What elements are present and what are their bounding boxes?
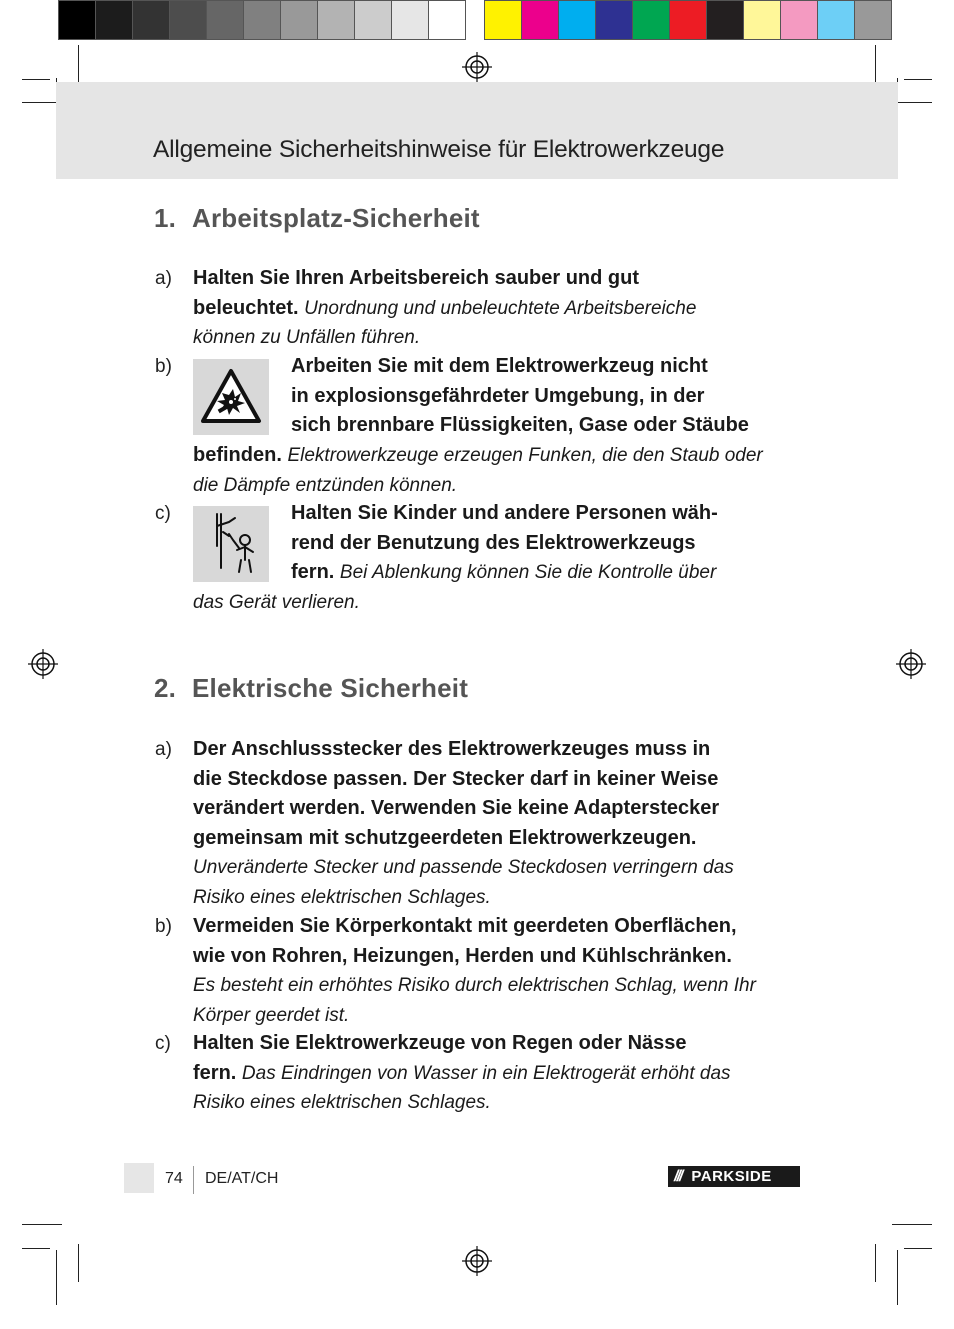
item-letter: a) [155, 739, 172, 760]
header-band [56, 82, 898, 179]
color-swatch [206, 0, 244, 40]
color-swatch [391, 0, 429, 40]
list-item [193, 912, 813, 1030]
color-swatch [58, 0, 96, 40]
section-heading [154, 203, 480, 234]
color-swatch [354, 0, 392, 40]
logo-text: PARKSIDE [691, 1168, 772, 1185]
color-swatch [669, 0, 707, 40]
explosion-warning-icon [193, 359, 269, 435]
region-label: DE/AT/CH [205, 1170, 279, 1187]
registration-mark-icon [462, 52, 492, 82]
section-title: Arbeitsplatz-Sicherheit [192, 203, 480, 233]
crop-mark [897, 1250, 898, 1305]
color-swatch [595, 0, 633, 40]
color-swatch [743, 0, 781, 40]
crop-mark [904, 1248, 932, 1249]
registration-mark-icon [28, 649, 58, 679]
color-swatch [780, 0, 818, 40]
grayscale-calibration-bar [58, 0, 465, 40]
item-letter: b) [155, 356, 172, 377]
crop-mark [22, 1224, 62, 1225]
color-swatch [317, 0, 355, 40]
item-letter: a) [155, 268, 172, 289]
item-bold-text: Halten Sie Kinder und andere Personen wäh- [291, 502, 718, 524]
item-bold-text: gemeinsam mit schutzgeerdeten Elektrowerkzeugen. [193, 826, 697, 849]
list-item [193, 264, 803, 353]
item-italic-text: Körper geerdet ist. [193, 1004, 350, 1026]
list-item-continuation [193, 588, 803, 618]
crop-mark [892, 1224, 932, 1225]
brand-logo [668, 1166, 800, 1187]
item-bold-text: Der Anschlussstecker des Elektrowerkzeuges muss in [193, 738, 711, 760]
section-title: Elektrische Sicherheit [192, 673, 469, 703]
list-item [193, 735, 813, 912]
item-bold-text: befinden. [193, 444, 282, 466]
item-bold-text: die Steckdose passen. Der Stecker darf in keiner Weise [193, 767, 719, 790]
crop-mark [22, 79, 50, 80]
color-swatch [95, 0, 133, 40]
item-bold-text: Halten Sie Ihren Arbeitsbereich sauber und gut [193, 267, 640, 289]
color-swatch [428, 0, 466, 40]
page-title: Allgemeine Sicherheitshinweise für Elektrowerkzeuge [153, 136, 725, 163]
item-italic-text: das Gerät verlieren. [193, 592, 360, 613]
list-item-continuation [193, 441, 803, 500]
item-italic-text: Elektrowerkzeuge erzeugen Funken, die den Staub oder [287, 445, 763, 466]
item-bold-text: Arbeiten Sie mit dem Elektrowerkzeug nicht [291, 355, 708, 377]
item-italic-text: die Dämpfe entzünden können. [193, 474, 458, 496]
crop-mark [875, 45, 876, 83]
item-italic-text: Das Eindringen von Wasser in ein Elektrogerät erhöht das [241, 1062, 731, 1084]
item-bold-text: verändert werden. Verwenden Sie keine Adapterstecker [193, 797, 720, 819]
footer-page-tab [124, 1163, 154, 1193]
color-swatch [706, 0, 744, 40]
color-swatch [854, 0, 892, 40]
list-item [193, 1029, 813, 1118]
list-item [291, 352, 811, 441]
color-swatch [132, 0, 170, 40]
item-bold-text: fern. [291, 561, 335, 583]
item-italic-text: Unveränderte Stecker und passende Steckdosen verringern das [193, 857, 734, 878]
section-number: 2. [154, 673, 177, 703]
section-heading [154, 673, 468, 704]
crop-mark [22, 1248, 50, 1249]
item-bold-text: Vermeiden Sie Körperkontakt mit geerdeten Oberflächen, [193, 915, 737, 937]
item-letter: c) [155, 1033, 171, 1054]
registration-mark-icon [896, 649, 926, 679]
color-swatch [632, 0, 670, 40]
item-italic-text: können zu Unfällen führen. [193, 327, 421, 348]
crop-mark [904, 79, 932, 80]
page-number: 74 [165, 1170, 183, 1187]
color-swatch [558, 0, 596, 40]
crop-mark [56, 1250, 57, 1305]
crop-mark [78, 45, 79, 83]
registration-mark-icon [462, 1246, 492, 1276]
color-swatch [521, 0, 559, 40]
item-letter: b) [155, 916, 172, 937]
item-italic-text: Risiko eines elektrischen Schlages. [193, 886, 491, 908]
item-bold-text: fern. [193, 1061, 237, 1084]
color-swatch [484, 0, 522, 40]
item-italic-text: Bei Ablenkung können Sie die Kontrolle über [339, 562, 717, 583]
footer-divider [193, 1166, 194, 1194]
item-italic-text: Risiko eines elektrischen Schlages. [193, 1092, 491, 1113]
crop-mark [892, 102, 932, 103]
crop-mark [875, 1244, 876, 1282]
item-bold-text: rend der Benutzung des Elektrowerkzeugs [291, 531, 696, 554]
item-italic-text: Unordnung und unbeleuchtete Arbeitsbereiche [304, 297, 697, 319]
item-bold-text: Halten Sie Elektrowerkzeuge von Regen oder Nässe [193, 1032, 687, 1054]
color-swatch [280, 0, 318, 40]
crop-mark [78, 1244, 79, 1282]
section-number: 1. [154, 203, 177, 233]
item-italic-text: Es besteht ein erhöhtes Risiko durch elektrischen Schlag, wenn Ihr [193, 975, 756, 996]
list-item [291, 499, 811, 588]
item-bold-text: beleuchtet. [193, 296, 299, 319]
color-calibration-bar [484, 0, 891, 40]
color-swatch [169, 0, 207, 40]
item-bold-text: sich brennbare Flüssigkeiten, Gase oder Stäube [291, 414, 749, 436]
color-swatch [243, 0, 281, 40]
color-swatch [817, 0, 855, 40]
keep-children-away-icon [193, 506, 269, 582]
item-letter: c) [155, 503, 171, 524]
item-bold-text: wie von Rohren, Heizungen, Herden und Kühlschränken. [193, 944, 732, 967]
item-bold-text: in explosionsgefährdeter Umgebung, in der [291, 384, 705, 407]
logo-slashes: /// [674, 1167, 682, 1185]
